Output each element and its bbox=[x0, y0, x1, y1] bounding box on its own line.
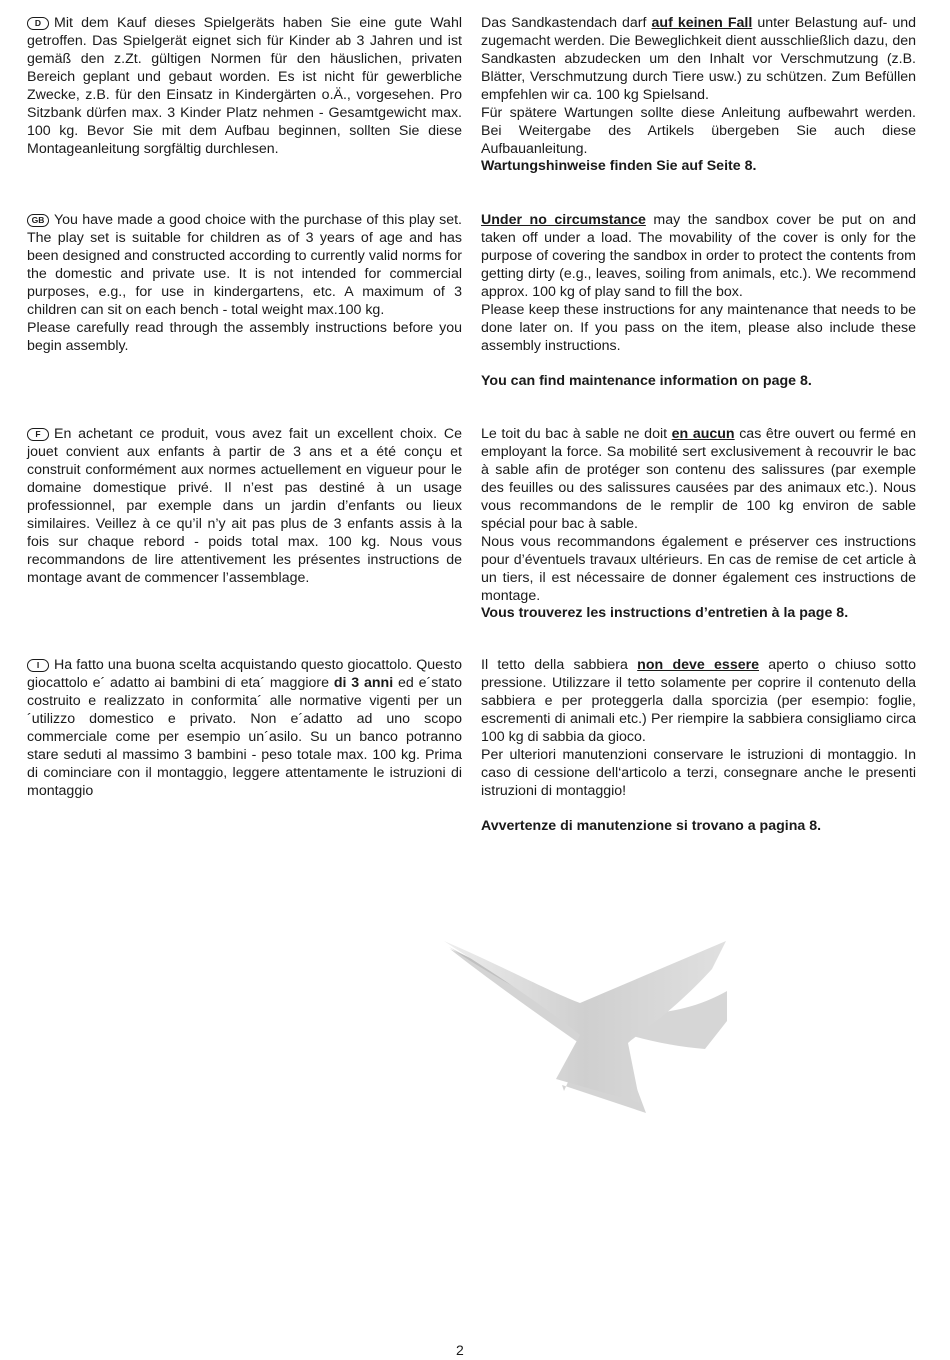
it-cover-info bbox=[481, 656, 916, 800]
de-cover-emphasis: auf keinen Fall bbox=[651, 15, 753, 31]
page-number: 2 bbox=[456, 1342, 464, 1358]
it-cover-text-post: aperto o chiuso sotto pressione. Utilizzare il tetto solamente per coprire il contenuto della sabbiera e per proteggerla dalla sporcizia (per esempio: foglie, escrementi di animali etc.) Per riempire la sabbiera consigliamo circa 100 kg di sabbia da gioco. bbox=[481, 657, 916, 745]
it-cover-text-pre: Il tetto della sabbiera bbox=[481, 657, 638, 673]
gb-keep-instructions: Please keep these instructions for any maintenance that needs to be done later on. If you pass on the item, please also include these assembly instructions. bbox=[481, 302, 916, 354]
de-cover-info bbox=[481, 14, 916, 158]
it-intro-emphasis: di 3 anni bbox=[333, 675, 394, 691]
fr-maintenance-note: Vous trouverez les instructions d’entretien à la page 8. bbox=[481, 605, 849, 621]
de-language-badge: D bbox=[27, 17, 49, 30]
fr-keep-instructions: Nous vous recommandons également e préserver ces instructions pour d’éventuels travaux ultérieurs. En cas de remise de cet article à un tiers, il est nécessaire de donner également ces instructions de montage. bbox=[481, 534, 916, 604]
it-cover-emphasis: non deve essere bbox=[637, 657, 760, 673]
fr-cover-text-post: cas être ouvert ou fermé en employant la force. Sa mobilité sert exclusivement à recouvrir le bac à sable afin de protéger son contenu des salissures (par exemple des feuilles ou des salissures causées par des animaux etc.). Nous vous recommandons de le remplir de 100 kg environ de sable spécial pour bac à sable. bbox=[481, 426, 917, 532]
gb-cover-text-post: may the sandbox cover be put on and taken off under a load. The movability of the cover is only for the purpose of covering the sandbox in order to protect the contents from getting dirty (e.g., leaves, soiling from animals, etc.). We recommend approx. 100 kg of play sand to fill the box. bbox=[481, 212, 916, 300]
de-intro-text: Mit dem Kauf dieses Spielgeräts haben Sie eine gute Wahl getroffen. Das Spielgerät eignet sich für Kinder ab 3 Jahren und ist gemäß den z.Zt. gültigen Normen für den häuslichen, privaten Bereich geplant und gebaut worden. Es ist nicht für gewerbliche Zwecke, z.B. für den Einsatz in Kindergärten o.Ä., vorgesehen. Pro Sitzbank dürfen max. 3 Kinder Platz nehmen - Gesamtgewicht max. 100 kg. Bevor Sie mit dem Aufbau beginnen, sollten Sie diese Montageanleitung sorgfältig durchlesen. bbox=[27, 15, 462, 157]
it-maintenance-note: Avvertenze di manutenzione si trovano a pagina 8. bbox=[481, 818, 822, 834]
fr-language-badge: F bbox=[27, 428, 49, 441]
gb-intro-text: You have made a good choice with the purchase of this play set. The play set is suitable for children as of 3 years of age and has been designed and constructed according to currently valid norms for the domestic and private use. It is not intended for commercial purposes, e.g., for use in kindergartens, etc. A maximum of 3 children can sit on each bench - total weight max.100 kg. bbox=[27, 212, 462, 318]
de-intro bbox=[27, 14, 462, 158]
fr-intro-text: En achetant ce produit, vous avez fait un excellent choix. Ce jouet convient aux enfants à partir de 3 ans et a été conçu et construit conformément aux normes actuellement en vigueur pour le domaine domestique privé. Il n’est pas destiné à un usage professionnel, par exemple dans un jardin d’enfants ou lieux similaires. Veillez à ce qu’il n’y ait pas plus de 3 enfants assis à la fois sur chaque rebord - poids total max. 100 kg. Nous vous recommandons de lire attentivement les présentes instructions de montage avant de commencer l’assemblage. bbox=[27, 426, 462, 586]
gb-language-badge: GB bbox=[27, 214, 49, 227]
fr-cover-text-pre: Le toit du bac à sable ne doit bbox=[481, 426, 672, 442]
de-cover-text-post: unter Belastung auf- und zugemacht werden. Die Beweglichkeit dient ausschließlich dazu, den Sandkasten abzudecken um den Inhalt vor Verschmutzung (z.B. Blätter, Verschmutzung durch Tiere usw.) zu schützen. Zum Befüllen empfehlen wir ca. 100 kg Spielsand. bbox=[481, 15, 917, 103]
gb-maintenance-note: You can find maintenance information on page 8. bbox=[481, 373, 812, 389]
gb-cover-info bbox=[481, 211, 916, 355]
it-intro-text-pre: Ha fatto una buona scelta acquistando questo giocattolo. Questo giocattolo e´ adatto ai bambini di eta´ maggiore bbox=[27, 657, 462, 691]
gb-intro bbox=[27, 211, 462, 355]
curved-arrow-icon bbox=[430, 925, 730, 1125]
de-maintenance-note: Wartungshinweise finden Sie auf Seite 8. bbox=[481, 158, 757, 174]
fr-cover-info bbox=[481, 425, 916, 605]
fr-cover-emphasis: en aucun bbox=[671, 426, 735, 442]
it-keep-instructions: Per ulteriori manutenzioni conservare le istruzioni di montaggio. In caso di cessione dell‘articolo a terzi, consegnare anche le presenti istruzioni di montaggio! bbox=[481, 747, 916, 799]
de-cover-text-pre: Das Sandkastendach darf bbox=[481, 15, 652, 31]
it-intro bbox=[27, 656, 462, 800]
gb-read-instructions: Please carefully read through the assembly instructions before you begin assembly. bbox=[27, 320, 462, 354]
de-keep-instructions: Für spätere Wartungen sollte diese Anleitung aufbewahrt werden. Bei Weitergabe des Artikels übergeben Sie auch diese Aufbauanleitung. bbox=[481, 105, 916, 157]
fr-intro bbox=[27, 425, 462, 587]
it-intro-text-post: ed e´stato costruito e realizzato in conformita´ alle normative vigenti per un´utilizzo domestico e privato. Non e´adatto ad uno scopo commerciale come per esempio un´asilo. Su un banco potranno stare seduti al massimo 3 bambini - peso totale max. 100 kg. Prima di cominciare con il montaggio, leggere attentamente le istruzioni di montaggio bbox=[27, 675, 462, 799]
it-language-badge: I bbox=[27, 659, 49, 672]
gb-cover-emphasis: Under no circumstance bbox=[481, 212, 646, 228]
